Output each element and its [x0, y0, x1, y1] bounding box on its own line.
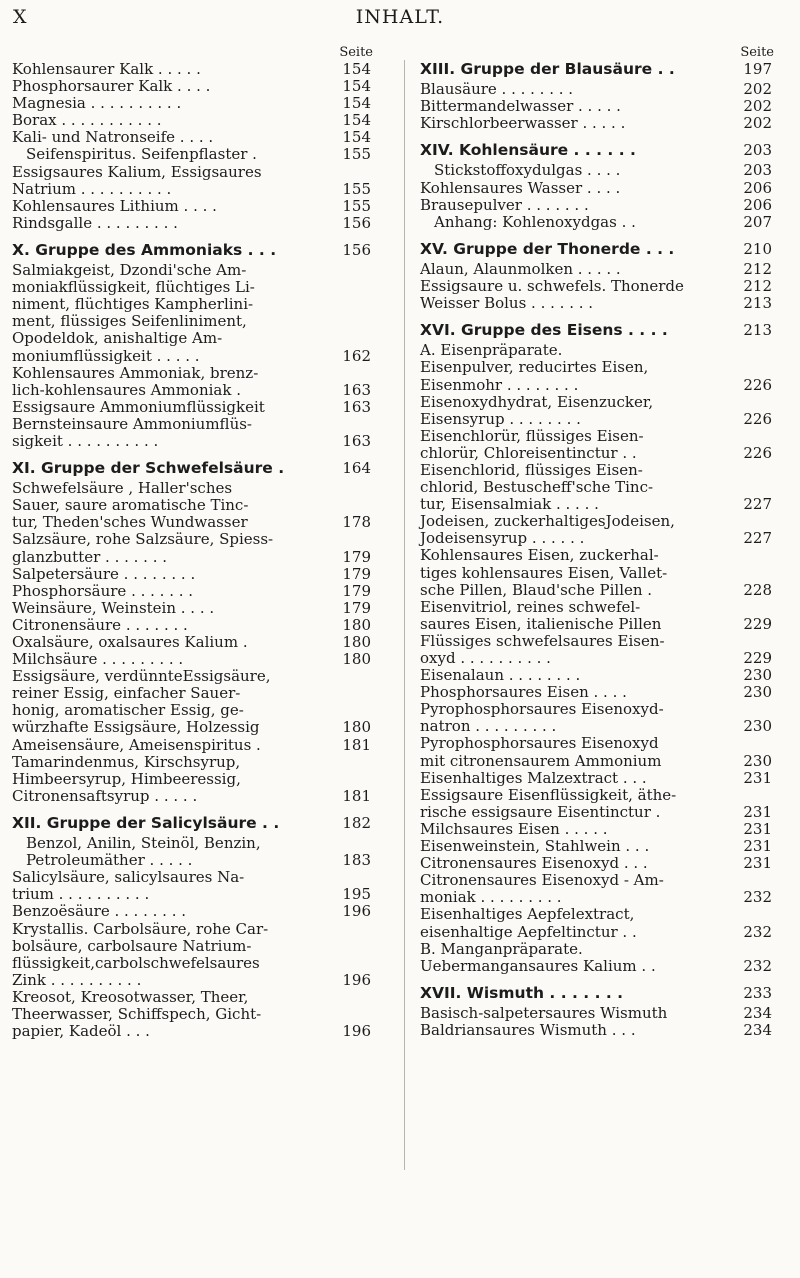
- toc-entry-text: Brausepulver . . . . . . .: [420, 195, 589, 214]
- toc-entry: [420, 787, 778, 821]
- toc-page-number: 179: [342, 547, 371, 566]
- toc-entry-text: Anhang: Kohlenoxydgas . .: [434, 212, 636, 231]
- toc-page-number: 182: [342, 813, 371, 832]
- toc-entry-text: Pyrophosphorsaures Eisenoxyd mit citronensaurem Ammonium: [420, 734, 662, 770]
- toc-entry: [420, 214, 778, 231]
- toc-entry: [12, 531, 377, 565]
- toc-page-number: 203: [743, 141, 772, 160]
- toc-entry-text: Magnesia . . . . . . . . . .: [12, 94, 182, 113]
- toc-page-number: 179: [342, 564, 371, 583]
- toc-section-heading: [12, 242, 377, 259]
- toc-entry-text: Kohlensaures Lithium . . . .: [12, 196, 217, 215]
- toc-section-heading: [420, 241, 778, 258]
- toc-entry: [420, 180, 778, 197]
- toc-entry: [12, 583, 377, 600]
- toc-entry-text: Ameisensäure, Ameisenspiritus .: [12, 735, 261, 754]
- toc-page-number: 163: [342, 380, 371, 399]
- toc-page-number: 230: [743, 751, 772, 770]
- toc-page-number: 203: [743, 161, 772, 180]
- toc-page-number: 212: [743, 259, 772, 278]
- toc-page-number: 226: [743, 375, 772, 394]
- toc-entry: [12, 198, 377, 215]
- toc-entry: [420, 684, 778, 701]
- toc-page-number: 154: [342, 111, 371, 130]
- toc-entry-text: Oxalsäure, oxalsaures Kalium .: [12, 633, 248, 651]
- toc-entry-text: Citronensaures Eisenoxyd - Am- moniak . . . . . . . . .: [420, 871, 664, 907]
- toc-entry-text: Weinsäure, Weinstein . . . .: [12, 598, 215, 617]
- toc-page-number: 154: [342, 94, 371, 113]
- toc-entry: [12, 651, 377, 668]
- toc-entry: [420, 821, 778, 838]
- toc-entry-text: Benzoësäure . . . . . . . .: [12, 902, 187, 921]
- toc-page-number: 231: [743, 802, 772, 821]
- toc-entry: [420, 872, 778, 906]
- toc-entry: [12, 989, 377, 1040]
- toc-entry-text: Citronensaures Eisenoxyd . . .: [420, 854, 648, 873]
- toc-entry-text: X. Gruppe des Ammoniaks . . .: [12, 240, 277, 259]
- toc-right-column: [420, 44, 778, 1039]
- toc-entry: [12, 61, 377, 78]
- toc-section-heading: [12, 460, 377, 477]
- toc-page-number: 156: [342, 240, 371, 259]
- toc-entry: [12, 480, 377, 531]
- toc-entry: [420, 428, 778, 462]
- toc-entry-text: Benzol, Anilin, Steinöl, Benzin, Petroleumäther . . . . .: [26, 834, 261, 870]
- toc-page-number: 154: [342, 77, 371, 96]
- toc-entry: [12, 566, 377, 583]
- toc-page-number: 213: [743, 294, 772, 313]
- toc-entry-text: Eisenhaltiges Aepfelextract, eisenhaltige Aepfeltinctur . .: [420, 905, 637, 941]
- toc-entry: [420, 701, 778, 735]
- toc-entry: [420, 547, 778, 598]
- toc-entry-text: Kohlensaures Eisen, zuckerhal- tiges kohlensaures Eisen, Vallet- sche Pillen, Blaud'sche Pillen .: [420, 546, 668, 599]
- toc-entry: [12, 262, 377, 365]
- toc-page-number: 180: [342, 718, 371, 737]
- toc-entry: [12, 869, 377, 903]
- toc-entry: [12, 365, 377, 399]
- toc-entry: [12, 754, 377, 805]
- toc-entry-text: Salzsäure, rohe Salzsäure, Spiess- glanzbutter . . . . . . .: [12, 530, 274, 566]
- toc-entry: [12, 634, 377, 651]
- toc-entry: [12, 164, 377, 198]
- toc-page-number: 231: [743, 854, 772, 873]
- toc-page-number: 234: [743, 1020, 772, 1039]
- toc-entry-text: Essigsaure Eisenflüssigkeit, äthe- rische essigsaure Eisentinctur .: [420, 785, 677, 821]
- toc-entry: [12, 78, 377, 95]
- toc-entry: [420, 261, 778, 278]
- toc-entry-text: Blausäure . . . . . . . .: [420, 80, 574, 99]
- toc-page-number: 232: [743, 922, 772, 941]
- toc-entry-text: Bernsteinsaure Ammoniumflüs- sigkeit . . . . . . . . . .: [12, 414, 252, 450]
- toc-entry-text: Eisenalaun . . . . . . . .: [420, 666, 581, 685]
- toc-page-number: 155: [342, 145, 371, 164]
- toc-page-number: 162: [342, 346, 371, 365]
- toc-page-number: 234: [743, 1003, 772, 1022]
- toc-entry: [420, 735, 778, 769]
- toc-entry-text: Essigsaure u. schwefels. Thonerde: [420, 277, 684, 296]
- toc-entry-text: Essigsäure, verdünnteEssigsäure, reiner Essig, einfacher Sauer- honig, aromatischer Essig, ge- würzhafte Essigsäure, Holzessig: [12, 667, 271, 737]
- toc-section-heading: [420, 322, 778, 339]
- toc-entry-text: Eisenhaltiges Malzextract . . .: [420, 768, 647, 787]
- toc-page-number: 179: [342, 581, 371, 600]
- toc-entry: [12, 617, 377, 634]
- toc-entry: [420, 295, 778, 312]
- seite-label-right: Seite: [740, 45, 774, 60]
- toc-entry-text: Tamarindenmus, Kirschsyrup, Himbeersyrup, Himbeeressig, Citronensaftsyrup . . . . .: [12, 752, 241, 805]
- toc-page-number: 231: [743, 768, 772, 787]
- toc-page-number: 229: [743, 649, 772, 667]
- toc-entry-text: Jodeisen, zuckerhaltigesJodeisen, Jodeisensyrup . . . . . .: [420, 512, 675, 548]
- toc-entry-text: Phosphorsaures Eisen . . . .: [420, 683, 627, 702]
- toc-entry-text: Kali- und Natronseife . . . .: [12, 128, 214, 147]
- toc-entry-text: XV. Gruppe der Thonerde . . .: [420, 239, 675, 258]
- toc-entry-text: Eisenvitriol, reines schwefel- saures Eisen, italienische Pillen: [420, 597, 662, 633]
- toc-page-number: 163: [342, 431, 371, 450]
- toc-page-number: 196: [342, 970, 371, 989]
- toc-entry: [420, 906, 778, 940]
- toc-page-number: 213: [743, 321, 772, 340]
- toc-entry: [420, 278, 778, 295]
- toc-page-number: 180: [342, 650, 371, 669]
- toc-entry-text: Seifenspiritus. Seifenpflaster .: [26, 145, 257, 164]
- toc-entry: [420, 855, 778, 872]
- toc-entry-text: Milchsaures Eisen . . . . .: [420, 819, 608, 838]
- toc-page-number: 212: [743, 277, 772, 296]
- toc-entry: [420, 513, 778, 547]
- toc-entry: [420, 81, 778, 98]
- toc-page-number: 181: [342, 786, 371, 805]
- toc-entry: [420, 599, 778, 633]
- toc-entry: [420, 838, 778, 855]
- toc-page-number: 197: [743, 60, 772, 78]
- toc-entry-text: XVII. Wismuth . . . . . . .: [420, 983, 624, 1002]
- toc-page-number: 226: [743, 409, 772, 428]
- toc-entry-text: Stickstoffoxydulgas . . . .: [434, 161, 621, 180]
- toc-entry-text: Phosphorsaurer Kalk . . . .: [12, 77, 211, 96]
- toc-page-number: 196: [342, 1022, 371, 1041]
- toc-entry-text: Citronensäure . . . . . . .: [12, 615, 188, 634]
- toc-entry: [420, 115, 778, 132]
- toc-page-number: 231: [743, 837, 772, 856]
- toc-page-number: 227: [743, 495, 772, 514]
- toc-page-number: 202: [743, 114, 772, 133]
- toc-entry-text: XIV. Kohlensäure . . . . . .: [420, 141, 636, 160]
- column-divider: [404, 60, 405, 1170]
- toc-entry-text: XIII. Gruppe der Blausäure . .: [420, 60, 675, 78]
- toc-entry-text: Essigsaure Ammoniumflüssigkeit: [12, 397, 265, 416]
- toc-page-number: 207: [743, 212, 772, 231]
- page-header: [0, 4, 800, 34]
- running-head-title: INHALT.: [355, 6, 445, 28]
- toc-entry: [12, 129, 377, 146]
- toc-entry: [420, 941, 778, 975]
- toc-page-number: 183: [342, 851, 371, 870]
- toc-entry-text: Kreosot, Kreosotwasser, Theer, Theerwasser, Schiffspech, Gicht- papier, Kadeöl . . .: [12, 987, 262, 1041]
- toc-entry: [12, 668, 377, 736]
- toc-page-number: 178: [342, 513, 371, 532]
- toc-entry-text: XVI. Gruppe des Eisens . . . .: [420, 321, 668, 340]
- toc-page-number: 210: [743, 239, 772, 258]
- toc-entry: [420, 667, 778, 684]
- seite-label-left: Seite: [339, 45, 373, 60]
- toc-page-number: 232: [743, 956, 772, 975]
- toc-entry-text: Pyrophosphorsaures Eisenoxyd- natron . . . . . . . . .: [420, 700, 664, 736]
- toc-entry-text: Basisch-salpetersaures Wismuth: [420, 1003, 668, 1022]
- toc-entry-text: Weisser Bolus . . . . . . .: [420, 294, 594, 313]
- toc-page-number: 229: [743, 614, 772, 633]
- toc-page-number: 232: [743, 888, 772, 907]
- toc-entry: [12, 215, 377, 232]
- toc-page-number: 230: [743, 666, 772, 685]
- toc-entry-text: Kirschlorbeerwasser . . . . .: [420, 114, 626, 133]
- toc-page-number: 181: [342, 735, 371, 754]
- toc-entry-text: A. Eisenpräparate. Eisenpulver, reducirtes Eisen, Eisenmohr . . . . . . . .: [420, 341, 649, 394]
- toc-page-number: 164: [342, 459, 371, 478]
- toc-entry-text: Essigsaures Kalium, Essigsaures Natrium . . . . . . . . . .: [12, 162, 262, 198]
- toc-entry: [420, 462, 778, 513]
- toc-entry: [12, 903, 377, 920]
- toc-entry: [420, 394, 778, 428]
- toc-page-number: 230: [743, 717, 772, 736]
- toc-entry: [12, 95, 377, 112]
- toc-entry-text: Krystallis. Carbolsäure, rohe Car- bolsäure, carbolsaure Natrium- flüssigkeit,carbolschwefelsaures Zink . . . . . . . . . .: [12, 919, 269, 989]
- toc-entry-text: Salicylsäure, salicylsaures Na- trium . . . . . . . . . .: [12, 868, 245, 904]
- toc-entry: [12, 921, 377, 989]
- toc-entry-text: Baldriansaures Wismuth . . .: [420, 1020, 636, 1039]
- toc-entry: [12, 112, 377, 129]
- toc-entry-text: Phosphorsäure . . . . . . .: [12, 581, 194, 600]
- toc-left-entries: [12, 61, 377, 1040]
- page-number: X: [13, 6, 27, 28]
- toc-entry-text: Rindsgalle . . . . . . . . .: [12, 213, 178, 232]
- toc-page-number: 233: [743, 983, 772, 1002]
- toc-entry: [12, 146, 377, 163]
- toc-page-number: 163: [342, 397, 371, 416]
- toc-page-number: 228: [743, 580, 772, 599]
- toc-section-heading: [420, 142, 778, 159]
- toc-page-number: 196: [342, 902, 371, 921]
- toc-entry-text: Kohlensaurer Kalk . . . . .: [12, 60, 201, 78]
- toc-page-number: 230: [743, 683, 772, 702]
- toc-entry-text: Eisenchlorür, flüssiges Eisen- chlorür, Chloreisentinctur . .: [420, 426, 644, 462]
- toc-page-number: 180: [342, 633, 371, 651]
- toc-entry: [420, 633, 778, 667]
- toc-entry: [420, 162, 778, 179]
- toc-entry-text: Alaun, Alaunmolken . . . . .: [420, 259, 621, 278]
- toc-page-number: 156: [342, 213, 371, 232]
- toc-page-number: 155: [342, 179, 371, 198]
- toc-entry-text: XI. Gruppe der Schwefelsäure .: [12, 459, 285, 478]
- toc-entry-text: Eisenoxydhydrat, Eisenzucker, Eisensyrup . . . . . . . .: [420, 392, 654, 428]
- toc-right-entries: [420, 61, 778, 1039]
- toc-entry-text: Schwefelsäure , Haller'sches Sauer, saure aromatische Tinc- tur, Theden'sches Wundwasser: [12, 479, 249, 532]
- toc-entry: [420, 98, 778, 115]
- toc-entry-text: Flüssiges schwefelsaures Eisen- oxyd . . . . . . . . . .: [420, 631, 665, 667]
- toc-section-heading: [420, 61, 778, 78]
- toc-entry-text: Kohlensaures Ammoniak, brenz- lich-kohlensaures Ammoniak .: [12, 363, 259, 399]
- toc-entry-text: Eisenchlorid, flüssiges Eisen- chlorid, Bestuscheff'sche Tinc- tur, Eisensalmiak . . . . .: [420, 460, 654, 514]
- toc-entry-text: Kohlensaures Wasser . . . .: [420, 178, 621, 197]
- toc-entry-text: Borax . . . . . . . . . . .: [12, 111, 162, 130]
- toc-entry: [420, 342, 778, 393]
- toc-page-number: 154: [342, 128, 371, 147]
- toc-page-number: 226: [743, 443, 772, 462]
- toc-entry-text: Salmiakgeist, Dzondi'sche Am- moniakflüssigkeit, flüchtiges Li- niment, flüchtiges Kampherlini- ment, flüssiges Seifenliniment, Opodeldok, anishaltige Am- moniumflüssigkeit . . . . .: [12, 261, 255, 365]
- toc-page-number: 206: [743, 178, 772, 197]
- toc-page-number: 206: [743, 195, 772, 214]
- toc-entry: [12, 416, 377, 450]
- toc-entry: [420, 1005, 778, 1022]
- toc-entry: [12, 835, 377, 869]
- toc-entry: [420, 1022, 778, 1039]
- toc-page-number: 155: [342, 196, 371, 215]
- toc-page-number: 227: [743, 529, 772, 548]
- toc-section-heading: [12, 815, 377, 832]
- toc-entry-text: Milchsäure . . . . . . . . .: [12, 650, 184, 669]
- toc-entry-text: Bittermandelwasser . . . . .: [420, 97, 621, 116]
- toc-left-column: [12, 44, 377, 1040]
- toc-entry: [12, 737, 377, 754]
- toc-entry-text: Eisenweinstein, Stahlwein . . .: [420, 837, 650, 856]
- toc-page-number: 231: [743, 819, 772, 838]
- toc-entry: [12, 399, 377, 416]
- toc-entry: [12, 600, 377, 617]
- toc-page-number: 179: [342, 598, 371, 617]
- toc-page-number: 180: [342, 615, 371, 634]
- toc-entry: [420, 770, 778, 787]
- toc-page-number: 195: [342, 885, 371, 904]
- toc-section-heading: [420, 985, 778, 1002]
- toc-entry-text: Salpetersäure . . . . . . . .: [12, 564, 196, 583]
- toc-page-number: 154: [342, 60, 371, 78]
- toc-entry-text: B. Manganpräparate. Uebermangansaures Kalium . .: [420, 939, 656, 975]
- toc-entry: [420, 197, 778, 214]
- toc-entry-text: XII. Gruppe der Salicylsäure . .: [12, 813, 280, 832]
- toc-page-number: 202: [743, 80, 772, 99]
- toc-page-number: 202: [743, 97, 772, 116]
